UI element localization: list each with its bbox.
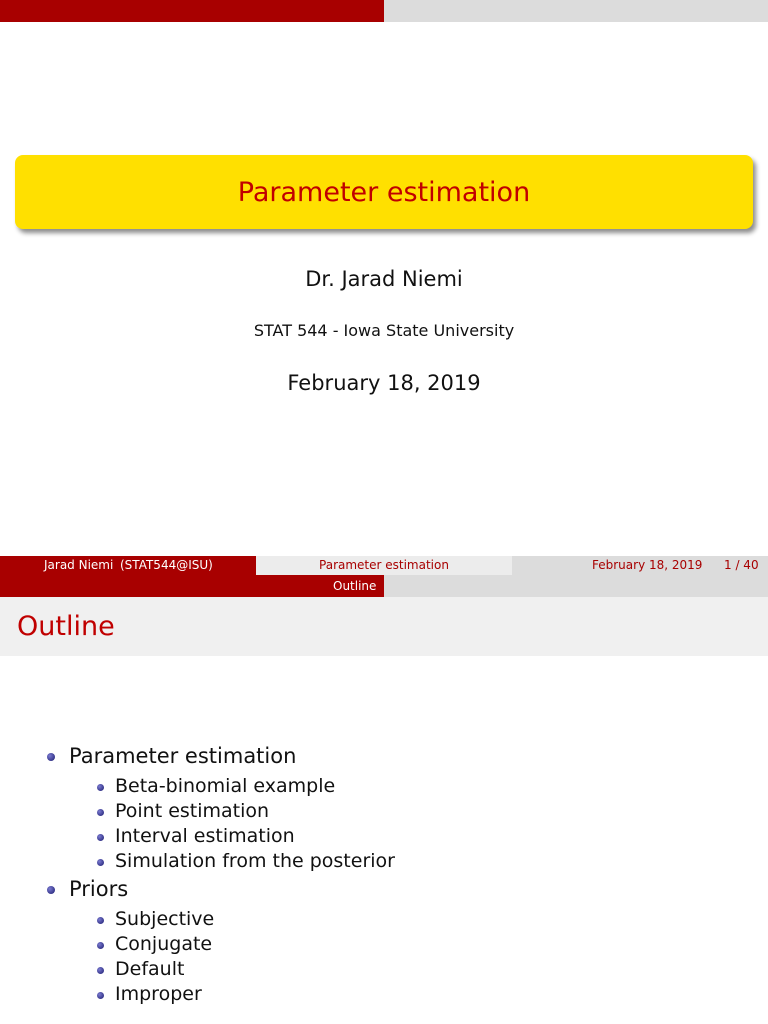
footline-author: Jarad Niemi bbox=[44, 558, 114, 572]
outline-section-label: Parameter estimation bbox=[69, 744, 297, 768]
slide-title: Parameter estimation bbox=[237, 176, 531, 208]
outline-item bbox=[0, 798, 768, 823]
outline-item bbox=[0, 848, 768, 873]
outline-item-label: Improper bbox=[115, 983, 202, 1005]
sub-bullet-icon bbox=[97, 809, 104, 816]
outline-section bbox=[0, 873, 768, 906]
section-navigation-bar bbox=[0, 575, 768, 597]
headline-left-segment bbox=[0, 0, 384, 22]
footline-author-segment bbox=[0, 556, 256, 575]
sub-bullet-icon bbox=[97, 859, 104, 866]
navigation-right-segment bbox=[384, 575, 768, 597]
nav-section-outline[interactable]: Outline bbox=[333, 579, 377, 593]
outline-item-label: Simulation from the posterior bbox=[115, 850, 395, 872]
sub-bullet-icon bbox=[97, 834, 104, 841]
outline-item-label: Point estimation bbox=[115, 800, 270, 822]
sub-bullet-icon bbox=[97, 967, 104, 974]
sub-bullet-icon bbox=[97, 942, 104, 949]
outline-section bbox=[0, 740, 768, 773]
footline-date: February 18, 2019 bbox=[592, 558, 703, 572]
outline-item bbox=[0, 906, 768, 931]
title-box bbox=[15, 155, 753, 229]
outline-item bbox=[0, 981, 768, 1006]
footline-institute: (STAT544@ISU) bbox=[120, 558, 213, 572]
footline-title: Parameter estimation bbox=[319, 558, 449, 572]
outline-item-label: Interval estimation bbox=[115, 825, 295, 847]
institute: STAT 544 - Iowa State University bbox=[253, 321, 515, 340]
outline-item-label: Conjugate bbox=[115, 933, 213, 955]
bullet-icon bbox=[47, 886, 55, 894]
frame-title-bar bbox=[0, 597, 768, 656]
outline-item-label: Beta-binomial example bbox=[115, 775, 336, 797]
outline-item bbox=[0, 773, 768, 798]
outline-item-label: Subjective bbox=[115, 908, 215, 930]
outline-item bbox=[0, 931, 768, 956]
sub-bullet-icon bbox=[97, 784, 104, 791]
presentation-date: February 18, 2019 bbox=[287, 371, 481, 395]
top-headline-bar bbox=[0, 0, 768, 22]
sub-bullet-icon bbox=[97, 917, 104, 924]
outline-item bbox=[0, 956, 768, 981]
headline-right-segment bbox=[384, 0, 768, 22]
footline-date-segment bbox=[512, 556, 768, 575]
outline-item bbox=[0, 823, 768, 848]
navigation-left-segment bbox=[0, 575, 384, 597]
outline-section-label: Priors bbox=[69, 877, 129, 901]
frame-title: Outline bbox=[17, 611, 115, 642]
footline-title-segment bbox=[256, 556, 512, 575]
sub-bullet-icon bbox=[97, 992, 104, 999]
author-name: Dr. Jarad Niemi bbox=[305, 267, 463, 291]
footline bbox=[0, 556, 768, 575]
footline-page-number: 1 / 40 bbox=[724, 558, 759, 572]
outline-list bbox=[0, 740, 768, 1006]
bullet-icon bbox=[47, 753, 55, 761]
outline-item-label: Default bbox=[115, 958, 185, 980]
